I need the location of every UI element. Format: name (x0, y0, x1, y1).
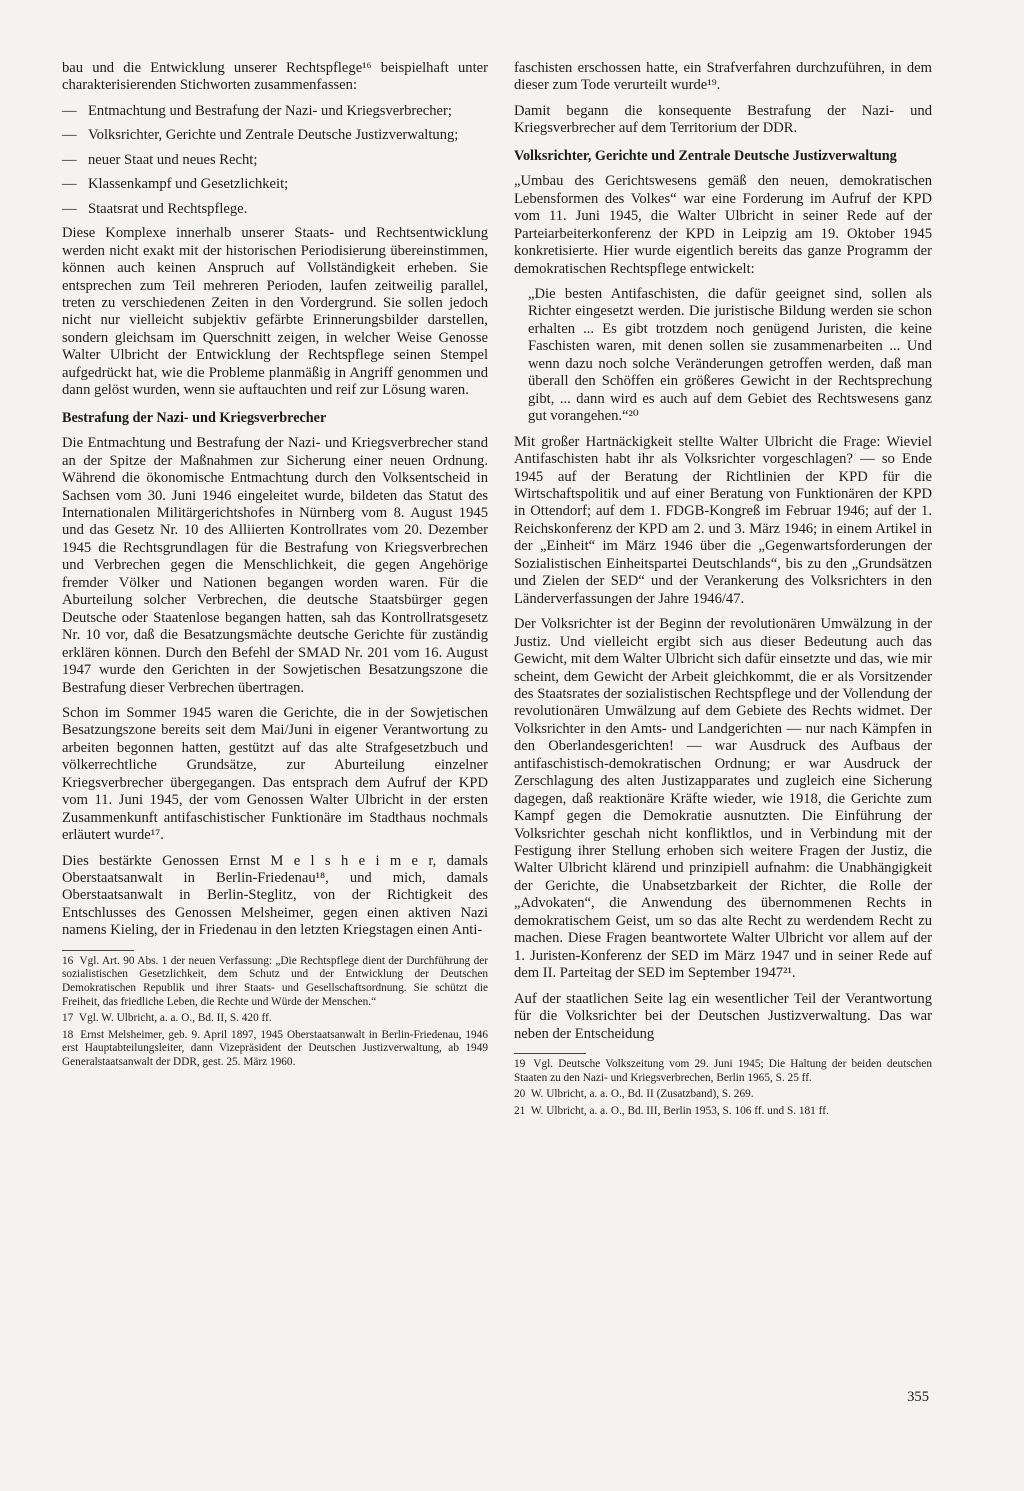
footnote (514, 1058, 932, 1085)
list-item (62, 127, 488, 144)
footnote-text: Vgl. Deutsche Volkszeitung vom 29. Juni 1945; Die Haltung der beiden deutschen Staaten zu den Nazi- und Kriegsverbrechen, Berlin 1965, S. 25 ff. (514, 1058, 932, 1084)
footnote-text: W. Ulbricht, a. a. O., Bd. II (Zusatzband), S. 269. (530, 1088, 754, 1101)
dash-bullet: — (62, 127, 77, 144)
footnote (514, 1105, 932, 1119)
body-paragraph: Schon im Sommer 1945 waren die Gerichte, die in der Sowjetischen Besatzungszone bereits seit dem Mai/Juni in eigener Verantwortung zu arbeiten begonnen hatten, gestützt auf das alte Strafgesetzbuch und völkerrechtliche Grundsätze, zur Aburteilung einzelner Kriegsverbrecher übergegangen. Das entsprach dem Aufruf der KPD vom 11. Juni 1945, der vom Genossen Walter Ulbricht in der ersten Zusammenkunft antifaschistischer Funktionäre im Stadthaus nochmals erläutert wurde¹⁷. (62, 704, 488, 844)
footnote-divider (62, 950, 134, 951)
body-paragraph: faschisten erschossen hatte, ein Strafverfahren durchzuführen, in dem dieser zum Tode verurteilt wurde¹⁹. (514, 60, 932, 94)
list-item (62, 152, 488, 169)
list-item-text: Volksrichter, Gerichte und Zentrale Deutsche Justizverwaltung; (88, 127, 459, 144)
footnote-divider (514, 1053, 586, 1054)
footnote-number: 17 (62, 1012, 74, 1025)
footnote-number: 19 (514, 1058, 526, 1071)
body-paragraph: Diese Komplexe innerhalb unserer Staats- und Rechtsentwicklung werden nicht exakt mit der historischen Periodisierung übereinstimmen, können auch keinen Anspruch auf Vollständigkeit erheben. Sie entsprechen zum Teil mehreren Perioden, laufen zeitweilig parallel, treten zu verschiedenen Zeiten in den Vordergrund. Sie sollen jedoch nicht nur vielleicht subjektiv gefärbte Erinnerungsbilder darstellen, sondern gleichsam im Querschnitt zeigen, in welcher Weise Genosse Walter Ulbricht der Entwicklung der Rechtspflege seinen Stempel aufgedrückt hat, wie die Probleme planmäßig in Angriff genommen und dann gelöst wurden, wenn sie auftauchten und reif zur Lösung waren. (62, 225, 488, 399)
list-item-text: neuer Staat und neues Recht; (88, 151, 258, 168)
list-item (62, 201, 488, 218)
dash-bullet: — (62, 151, 77, 168)
footnote-number: 16 (62, 954, 74, 967)
right-column (514, 60, 932, 1121)
footnote-text: W. Ulbricht, a. a. O., Bd. III, Berlin 1953, S. 106 ff. und S. 181 ff. (530, 1104, 829, 1117)
body-paragraph: Der Volksrichter ist der Beginn der revolutionären Umwälzung in der Justiz. Und vielleicht ergibt sich aus dieser Bedeutung auch das Gewicht, mit dem Walter Ulbricht sich dafür einsetzte und das, wie mir scheint, dem Gewicht der Arbeit gleichkommt, die er als Vorsitzender des Staatsrates der sozialistischen Rechtspflege und der Vollendung der revolutionären Umwälzung auf dem Gebiete des Rechts widmet. Der Volksrichter in den Amts- und Landgerichten — nur nach Kämpfen in den Oberlandesgerichten! — war Ausdruck des Aufbaus der antifaschistisch-demokratischen Ordnung; er war Ausdruck der Zerschlagung des alten Justizapparates und zugleich eine Sicherung dagegen, daß reaktionäre Kräfte wieder, wie 1918, die Gerichte zum Kampf gegen die Demokratie ausnutzten. Die Einführung der Volksrichter geschah nicht konfliktlos, und in Verbindung mit der Festigung ihrer Stellung erhoben sich weitere Fragen der Justiz, die Walter Ulbricht klärend und prinzipiell aufnahm: die Unabhängigkeit der Gerichte, die Unabsetzbarkeit der Richter, die Rolle der „Advokaten“, die Anwendung des übernommenen Rechts in demokratischem Geist, um so das alte Recht zu werdendem Recht zu machen. Diese Fragen beantwortete Walter Ulbricht vor allem auf der 1. Juristen-Konferenz der SED im März 1947 und in seiner Rede auf dem II. Parteitag der SED im September 1947²¹. (514, 616, 932, 982)
footnote (62, 955, 488, 1009)
footnote-text: Vgl. W. Ulbricht, a. a. O., Bd. II, S. 420 ff. (78, 1012, 272, 1025)
footnote-text: Ernst Melsheimer, geb. 9. April 1897, 1945 Oberstaatsanwalt in Berlin-Friedenau, 1946 erst Hauptabteilungsleiter, dann Vizepräsident der Deutschen Justizverwaltung, ab 1949 Generalstaatsanwalt der DDR, gest. 25. März 1960. (62, 1028, 489, 1068)
body-paragraph: Dies bestärkte Genossen Ernst M e l s h e i m e r, damals Oberstaatsanwalt in Berlin-Friedenau¹⁸, und mich, damals Oberstaatsanwalt in Berlin-Steglitz, von der Richtigkeit des Entschlusses des Genossen Melsheimer, gegen einen aktiven Nazi namens Kieling, der in Friedenau in den letzten Kriegstagen einen Anti- (62, 852, 488, 939)
footnote-number: 21 (514, 1104, 526, 1117)
list-item (62, 103, 488, 120)
body-paragraph: Auf der staatlichen Seite lag ein wesentlicher Teil der Verantwortung für die Volksrichter bei der Deutschen Justizverwaltung. Das war neben der Entscheidung (514, 990, 932, 1042)
list-item-text: Entmachtung und Bestrafung der Nazi- und Kriegsverbrecher; (88, 102, 452, 119)
footnote-number: 20 (514, 1088, 526, 1101)
list-item-text: Klassenkampf und Gesetzlichkeit; (88, 176, 289, 193)
section-heading: Bestrafung der Nazi- und Kriegsverbrecher (62, 409, 327, 426)
page-number: 355 (907, 1389, 929, 1405)
body-paragraph: Damit begann die konsequente Bestrafung der Nazi- und Kriegsverbrecher auf dem Territorium der DDR. (514, 102, 932, 137)
list-item (62, 176, 488, 193)
footnote-text: Vgl. Art. 90 Abs. 1 der neuen Verfassung: „Die Rechtspflege dient der Durchführung der sozialistischen Gesetzlichkeit, dem Schutz und der Entwicklung der Deutschen Demokratischen Republik und ihrer Staats- und Gesellschaftsordnung. Sie schützt die Freiheit, das friedliche Leben, die Rechte und Würde der Menschen.“ (62, 954, 488, 1008)
intro-paragraph: bau und die Entwicklung unserer Rechtspflege¹⁶ beispielhaft unter charakterisierenden Stichworten zusammenfassen: (62, 60, 488, 94)
footnote (62, 1029, 488, 1070)
dash-bullet: — (62, 102, 77, 119)
body-paragraph: Mit großer Hartnäckigkeit stellte Walter Ulbricht die Frage: Wieviel Antifaschisten habt ihr als Volksrichter vorgeschlagen? — so Ende 1945 auf der Beratung der Richtlinien der KPD für die Wirtschaftspolitik und auf einer Beratung von Funktionären der KPD in Ottendorf; auf dem 1. FDGB-Kongreß im Februar 1946; auf der 1. Reichskonferenz der KPD am 2. und 3. März 1946; in einem Artikel in der „Einheit“ im März 1946 über die „Gegenwartsforderungen der Sozialistischen Einheitspartei Deutschlands“, bis zu den „Grundsätzen und Zielen der SED“ und der Verankerung des Volksrichters in den Länderverfassungen der Jahre 1946/47. (514, 433, 932, 607)
left-column (62, 60, 488, 1073)
section-heading: Volksrichter, Gerichte und Zentrale Deutsche Justizverwaltung (514, 147, 897, 164)
footnote (62, 1012, 488, 1026)
block-quote: „Die besten Antifaschisten, die dafür geeignet sind, sollen als Richter eingesetzt werden. Die juristische Bildung werden sie schon erhalten ... Es gibt trotzdem noch genügend Juristen, die keine Faschisten waren, mit denen sollen sie zusammenarbeiten ... Und wenn dazu noch solche Veränderungen getroffen werden, daß man überall den Schöffen ein größeres Gewicht in der Rechtsprechung gibt, ... dann wird es auch auf dem Gebiet des Rechtswesens ganz gut vorangehen.“²⁰ (528, 285, 932, 425)
body-paragraph: Die Entmachtung und Bestrafung der Nazi- und Kriegsverbrecher stand an der Spitze der Maßnahmen zur Sicherung einer neuen Ordnung. Während die ökonomische Entmachtung durch den Volksentscheid in Sachsen vom 30. Juni 1946 eingeleitet wurde, bildeten das Statut des Internationalen Militärgerichtshofes in Nürnberg vom 8. August 1945 und das Gesetz Nr. 10 des Alliierten Kontrollrates vom 20. Dezember 1945 die Rechtsgrundlagen für die Bestrafung von Kriegsverbrechen und Verbrechen gegen die Menschlichkeit, die gegen Angehörige fremder Völker und Nationen begangen worden waren. Für die Aburteilung solcher Verbrechen, die deutsche Staatsbürger gegen Deutsche oder Staatenlose begangen hatten, sah das Kontrollratsgesetz Nr. 10 vor, daß die Besatzungsmächte deutsche Gerichte für zuständig erklären können. Durch den Befehl der SMAD Nr. 201 vom 16. August 1947 wurde den Gerichten in der Sowjetischen Besatzungszone die Bestrafung dieser Verbrechen übertragen. (62, 435, 488, 696)
footnote-number: 18 (62, 1028, 74, 1041)
dash-bullet: — (62, 200, 77, 217)
body-paragraph: „Umbau des Gerichtswesens gemäß den neuen, demokratischen Lebensformen des Volkes“ war eine Forderung im Aufruf der KPD vom 11. Juni 1945, die Walter Ulbricht in seiner Rede auf der Parteiarbeiterkonferenz der KPD in Leipzig am 19. Oktober 1945 konkretisierte. Hier wurde eigentlich bereits das ganze Programm der demokratischen Rechtspflege entwickelt: (514, 173, 932, 277)
footnote (514, 1088, 932, 1102)
dash-bullet: — (62, 176, 77, 193)
list-item-text: Staatsrat und Rechtspflege. (88, 200, 248, 217)
